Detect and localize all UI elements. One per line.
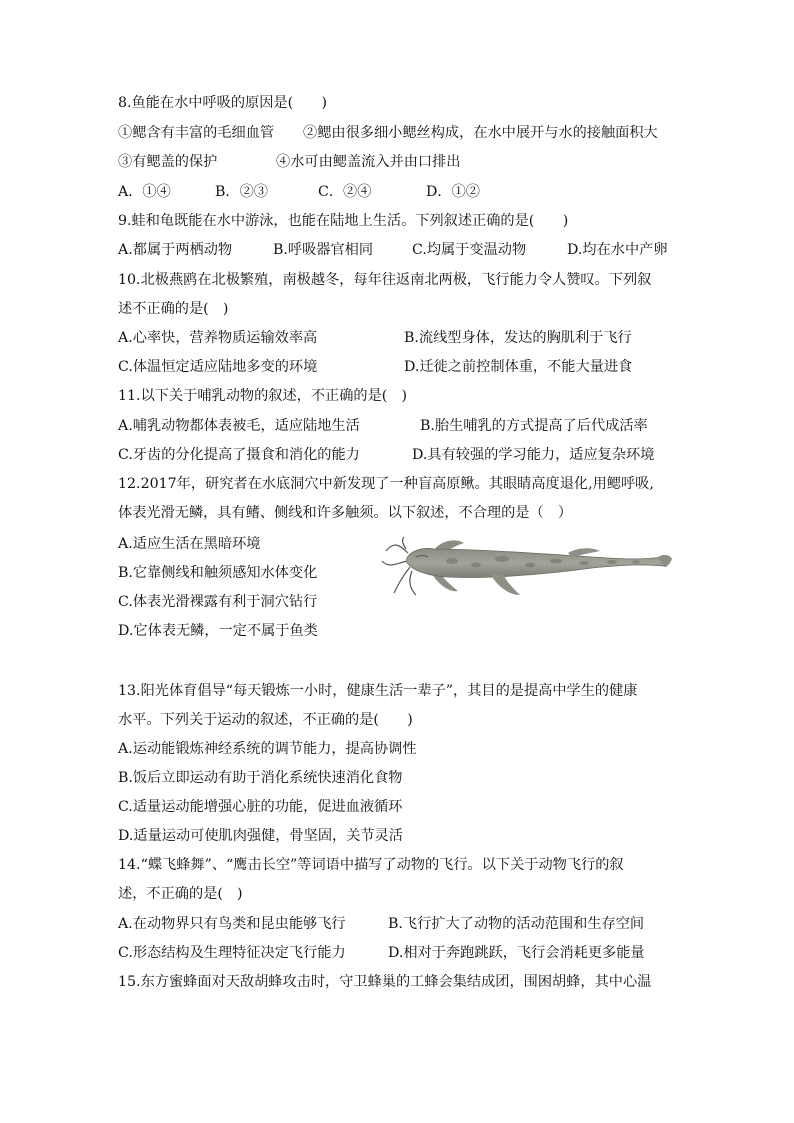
- q9-option-c: C.均属于变温动物: [412, 242, 527, 258]
- q8-option-a: A．①④: [118, 184, 171, 200]
- q11-option-a: A.哺乳动物都体表被毛，适应陆地生活: [118, 418, 360, 434]
- q8-statement-2: ②鳃由很多细小鳃丝构成，在水中展开与水的接触面积大: [303, 125, 658, 141]
- q13-option-a: A.运动能锻炼神经系统的调节能力，提高协调性: [118, 741, 417, 757]
- q8-statement-3: ③有鳃盖的保护: [118, 154, 218, 170]
- q13-option-c: C.适量运动能增强心脏的功能，促进血液循环: [118, 799, 403, 815]
- q13-option-d: D.适量运动可使肌肉强健，骨坚固，关节灵活: [118, 828, 403, 844]
- q10-option-c: C.体温恒定适应陆地多变的环境: [118, 359, 318, 375]
- q15-stem-line-1: 15.东方蜜蜂面对天敌胡蜂攻击时，守卫蜂巢的工蜂会集结成团，围困胡蜂，其中心温: [118, 974, 652, 990]
- q8-statement-1: ①鳃含有丰富的毛细血管: [118, 125, 275, 141]
- q10-stem-line-1: 10.北极燕鸥在北极繁殖，南极越冬，每年往返南北两极，飞行能力令人赞叹。下列叙: [118, 272, 652, 288]
- q8-stem: 8.鱼能在水中呼吸的原因是( ): [118, 95, 328, 111]
- q13-stem-line-1: 13.阳光体育倡导“每天锻炼一小时，健康生活一辈子”，其目的是提高中学生的健康: [118, 683, 638, 699]
- q13-option-b: B.饭后立即运动有助于消化系统快速消化食物: [118, 770, 403, 786]
- q9-option-d: D.均在水中产卵: [567, 242, 668, 258]
- q10-option-d: D.迁徙之前控制体重，不能大量进食: [404, 359, 633, 375]
- q9-stem: 9.蛙和龟既能在水中游泳，也能在陆地上生活。下列叙述正确的是( ): [118, 213, 569, 229]
- q10-stem-line-2: 述不正确的是( ): [118, 301, 229, 317]
- q14-option-c: C.形态结构及生理特征决定飞行能力: [118, 945, 346, 961]
- q8-option-c: C．②④: [318, 184, 372, 200]
- q11-option-d: D.具有较强的学习能力，适应复杂环境: [412, 447, 655, 463]
- q14-option-b: B.飞行扩大了动物的活动范围和生存空间: [388, 916, 645, 932]
- q10-option-a: A.心率快，营养物质运输效率高: [118, 330, 318, 346]
- q11-option-c: C.牙齿的分化提高了摄食和消化的能力: [118, 447, 360, 463]
- q12-stem-line-1: 12.2017年，研究者在水底洞穴中新发现了一种盲高原鳅。其眼睛高度退化,用鳃呼吸,: [118, 476, 654, 492]
- q14-stem-line-1: 14.“蝶飞蜂舞”、“鹰击长空”等词语中描写了动物的飞行。以下关于动物飞行的叙: [118, 857, 624, 873]
- q13-stem-line-2: 水平。下列关于运动的叙述，不正确的是( ): [118, 712, 413, 728]
- q10-option-b: B.流线型身体，发达的胸肌利于飞行: [404, 330, 632, 346]
- q12-option-a: A.适应生活在黑暗环境: [118, 536, 261, 552]
- q12-option-c: C.体表光滑裸露有利于洞穴钻行: [118, 594, 318, 610]
- q14-option-a: A.在动物界只有鸟类和昆虫能够飞行: [118, 916, 346, 932]
- blind-loach-illustration: [372, 535, 674, 607]
- q9-option-b: B.呼吸器官相同: [273, 242, 374, 258]
- q11-option-b: B.胎生哺乳的方式提高了后代成活率: [420, 418, 648, 434]
- q14-option-d: D.相对于奔跑跳跃，飞行会消耗更多能量: [388, 945, 645, 961]
- q12-stem-line-2: 体表光滑无鳞，具有鳍、侧线和许多触须。以下叙述，不合理的是（ ）: [118, 505, 573, 521]
- q12-option-d: D.它体表无鳞，一定不属于鱼类: [118, 623, 318, 639]
- q12-option-b: B.它靠侧线和触须感知水体变化: [118, 565, 318, 581]
- q8-option-d: D．①②: [426, 184, 480, 200]
- q11-stem: 11.以下关于哺乳动物的叙述，不正确的是( ): [118, 388, 408, 404]
- q8-statement-4: ④水可由鳃盖流入并由口排出: [276, 154, 461, 170]
- q14-stem-line-2: 述，不正确的是( ): [118, 886, 243, 902]
- q9-option-a: A.都属于两栖动物: [118, 242, 233, 258]
- q8-option-b: B．②③: [215, 184, 268, 200]
